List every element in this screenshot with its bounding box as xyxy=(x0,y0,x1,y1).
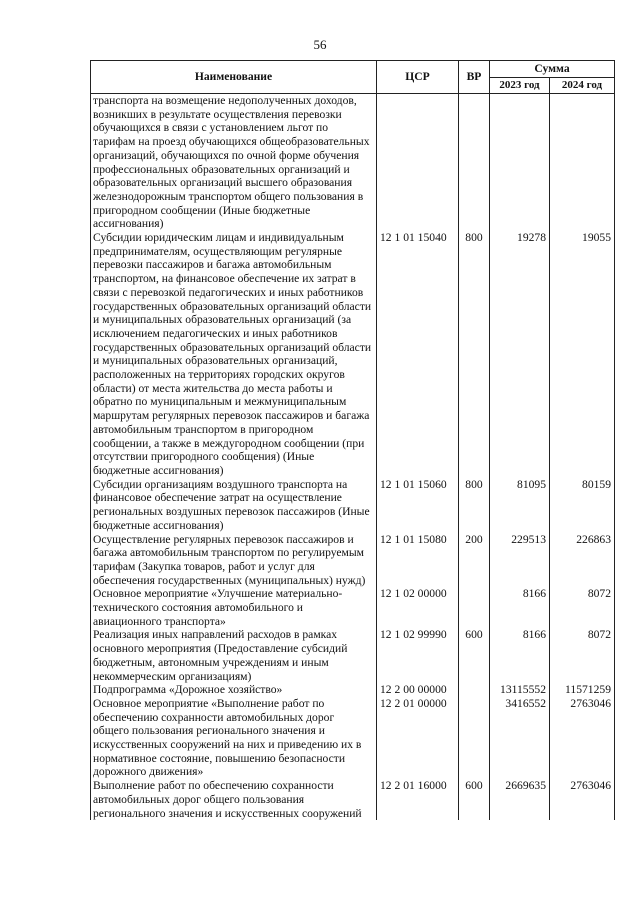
row-sum-2023: 8166 xyxy=(490,628,550,683)
header-vr: ВР xyxy=(459,61,490,94)
header-year-2024: 2024 год xyxy=(550,78,615,94)
row-vr xyxy=(459,683,490,697)
row-name: Подпрограмма «Дорожное хозяйство» xyxy=(91,683,377,697)
budget-table xyxy=(90,60,615,820)
row-vr: 600 xyxy=(459,628,490,683)
row-sum-2024: 8072 xyxy=(550,587,615,628)
row-sum-2024: 8072 xyxy=(550,628,615,683)
row-vr: 800 xyxy=(459,231,490,478)
row-csr xyxy=(377,94,459,232)
table-row xyxy=(91,697,615,779)
row-name: Основное мероприятие «Улучшение материально-технического состояния автомобильного и авиационного транспорта» xyxy=(91,587,377,628)
row-name: Субсидии организациям воздушного транспорта на финансовое обеспечение затрат на осуществление региональных воздушных перевозок пассажиров (Иные бюджетные ассигнования) xyxy=(91,478,377,533)
row-vr: 600 xyxy=(459,779,490,820)
row-csr: 12 1 01 15060 xyxy=(377,478,459,533)
header-name: Наименование xyxy=(91,61,377,94)
row-name: Осуществление регулярных перевозок пассажиров и багажа автомобильным транспортом по регулируемым тарифам (Закупка товаров, работ и услуг для обеспечения государственных (муниципальных) нужд) xyxy=(91,533,377,588)
row-sum-2023: 19278 xyxy=(490,231,550,478)
row-csr: 12 2 01 16000 xyxy=(377,779,459,820)
row-sum-2023: 8166 xyxy=(490,587,550,628)
row-csr: 12 2 01 00000 xyxy=(377,697,459,779)
table-row xyxy=(91,587,615,628)
row-name: транспорта на возмещение недополученных доходов, возникших в результате осуществления перевозки обучающихся в связи с установлением льгот по тарифам на проезд обучающихся общеобразовательных организаций, обучающихся по очной форме обучения профессиональных образовательных организаций и образовательных организаций высшего образования железнодорожным транспортом общего пользования в пригородном сообщении (Иные бюджетные ассигнования) xyxy=(91,94,377,232)
row-sum-2023 xyxy=(490,94,550,232)
row-sum-2024 xyxy=(550,94,615,232)
header-year-2023: 2023 год xyxy=(490,78,550,94)
header-sum: Сумма xyxy=(490,61,615,78)
row-vr xyxy=(459,697,490,779)
row-sum-2024: 19055 xyxy=(550,231,615,478)
table-row xyxy=(91,683,615,697)
row-vr: 200 xyxy=(459,533,490,588)
table-row xyxy=(91,628,615,683)
row-sum-2024: 226863 xyxy=(550,533,615,588)
row-vr xyxy=(459,94,490,232)
row-sum-2024: 2763046 xyxy=(550,779,615,820)
row-sum-2024: 11571259 xyxy=(550,683,615,697)
header-csr: ЦСР xyxy=(377,61,459,94)
table-row xyxy=(91,94,615,232)
row-csr: 12 1 02 99990 xyxy=(377,628,459,683)
row-sum-2024: 2763046 xyxy=(550,697,615,779)
row-name: Выполнение работ по обеспечению сохранности автомобильных дорог общего пользования регионального значения и искусственных сооружений xyxy=(91,779,377,820)
row-sum-2023: 2669635 xyxy=(490,779,550,820)
row-sum-2023: 229513 xyxy=(490,533,550,588)
table-row xyxy=(91,478,615,533)
row-sum-2023: 13115552 xyxy=(490,683,550,697)
table-row xyxy=(91,533,615,588)
table-row xyxy=(91,231,615,478)
row-sum-2023: 3416552 xyxy=(490,697,550,779)
row-vr: 800 xyxy=(459,478,490,533)
row-name: Основное мероприятие «Выполнение работ по обеспечению сохранности автомобильных дорог общего пользования регионального значения и искусственных сооружений на них и приведению их в нормативное состояние, повышению безопасности дорожного движения» xyxy=(91,697,377,779)
page-number: 56 xyxy=(313,37,327,52)
row-csr: 12 1 01 15080 xyxy=(377,533,459,588)
row-sum-2024: 80159 xyxy=(550,478,615,533)
row-vr xyxy=(459,587,490,628)
row-csr: 12 2 00 00000 xyxy=(377,683,459,697)
row-csr: 12 1 01 15040 xyxy=(377,231,459,478)
row-sum-2023: 81095 xyxy=(490,478,550,533)
row-name: Реализация иных направлений расходов в рамках основного мероприятия (Предоставление субсидий бюджетным, автономным учреждениям и иным некоммерческим организациям) xyxy=(91,628,377,683)
row-csr: 12 1 02 00000 xyxy=(377,587,459,628)
row-name: Субсидии юридическим лицам и индивидуальным предпринимателям, осуществляющим регулярные перевозки пассажиров и багажа автомобильным транспортом, на финансовое обеспечение их затрат в связи с перевозкой педагогических и иных работников государственных образовательных организаций области и муниципальных образовательных организаций (за исключением педагогических и иных работников государственных образовательных организаций области и муниципальных образовательных организаций, расположенных на территориях городских округов области) от места жительства до места работы и обратно по муниципальным и межмуниципальным маршрутам регулярных перевозок пассажиров и багажа автомобильным транспортом в пригородном сообщении, а также в междугородном сообщении (при отсутствии пригородного сообщения) (Иные бюджетные ассигнования) xyxy=(91,231,377,478)
table-row xyxy=(91,779,615,820)
